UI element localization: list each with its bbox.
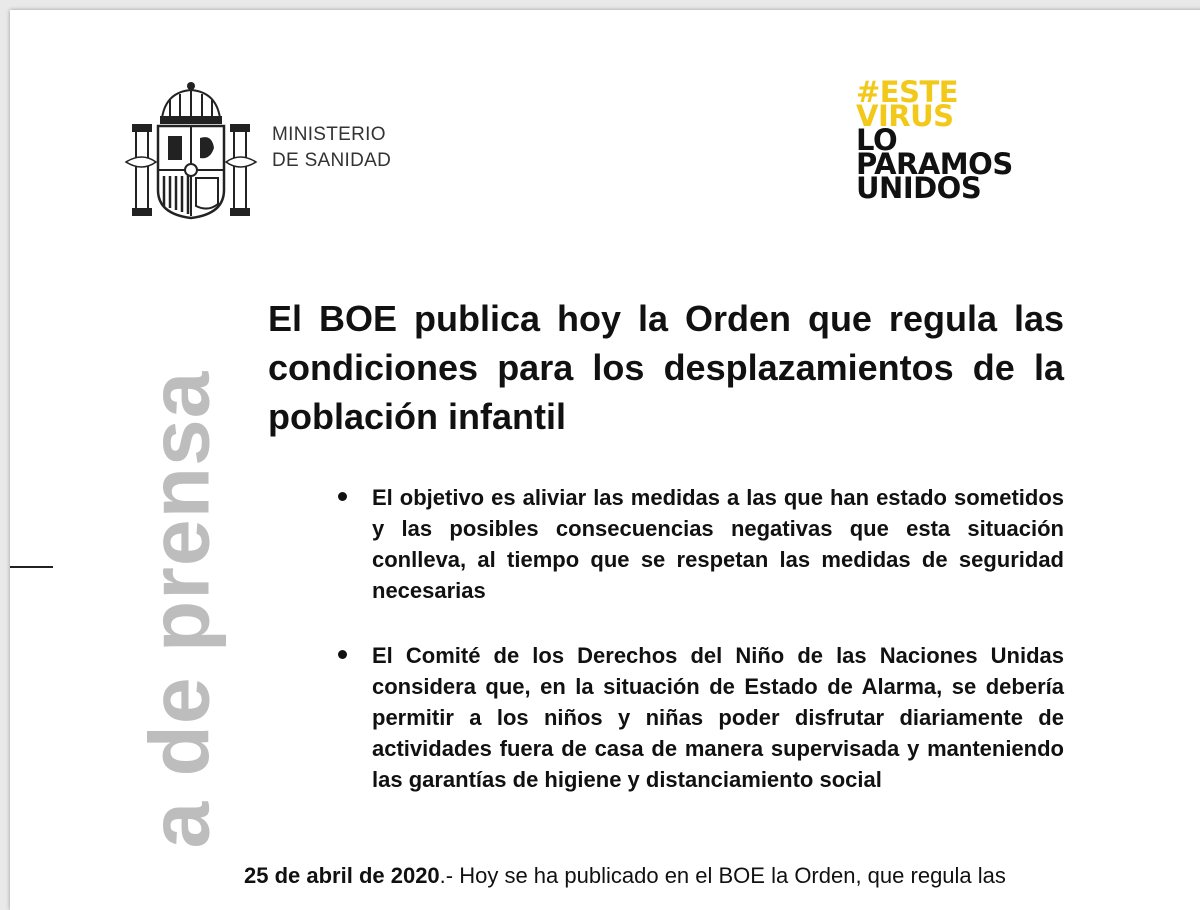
key-point — [336, 482, 1064, 606]
key-point — [336, 640, 1064, 795]
document-page — [10, 10, 1200, 910]
ministry-name — [272, 122, 391, 174]
bullet-icon — [338, 492, 347, 501]
key-point-text: El objetivo es aliviar las medidas a las que han estado sometidos y las posibles consecuencias negativas que esta situación conlleva, al tiempo que se respetan las medidas de seguridad necesarias — [372, 485, 1064, 603]
bullet-icon — [338, 650, 347, 659]
body-text: .- Hoy se ha publicado en el BOE la Orden, que regula las — [439, 863, 1006, 888]
key-point-text: El Comité de los Derechos del Niño de las Naciones Unidas considera que, en la situación de Estado de Alarma, se debería permitir a los niños y niñas poder disfrutar diariamente de actividades fuera de casa de manera supervisada y manteniendo las garantías de higiene y distanciamiento social — [372, 643, 1064, 792]
body-paragraph — [244, 860, 1064, 892]
release-date: 25 de abril de 2020 — [244, 863, 440, 888]
ministry-line-2: DE SANIDAD — [272, 150, 392, 171]
margin-rule — [10, 566, 53, 568]
key-points-list — [336, 482, 1064, 829]
campaign-line-1: #ESTE — [856, 75, 959, 109]
side-label: a de prensa — [132, 370, 227, 849]
campaign-line-5: UNIDOS — [856, 171, 982, 205]
campaign-line-3: LO — [856, 123, 898, 157]
campaign-line-4: PARAMOS — [856, 147, 1013, 181]
campaign-logo — [856, 75, 1013, 205]
coat-of-arms-icon — [122, 78, 260, 222]
press-release-title: El BOE publica hoy la Orden que regula las condiciones para los desplazamientos de la población infantil — [268, 298, 1064, 437]
ministry-line-1: MINISTERIO — [272, 124, 386, 145]
campaign-line-2: VIRUS — [856, 99, 954, 133]
